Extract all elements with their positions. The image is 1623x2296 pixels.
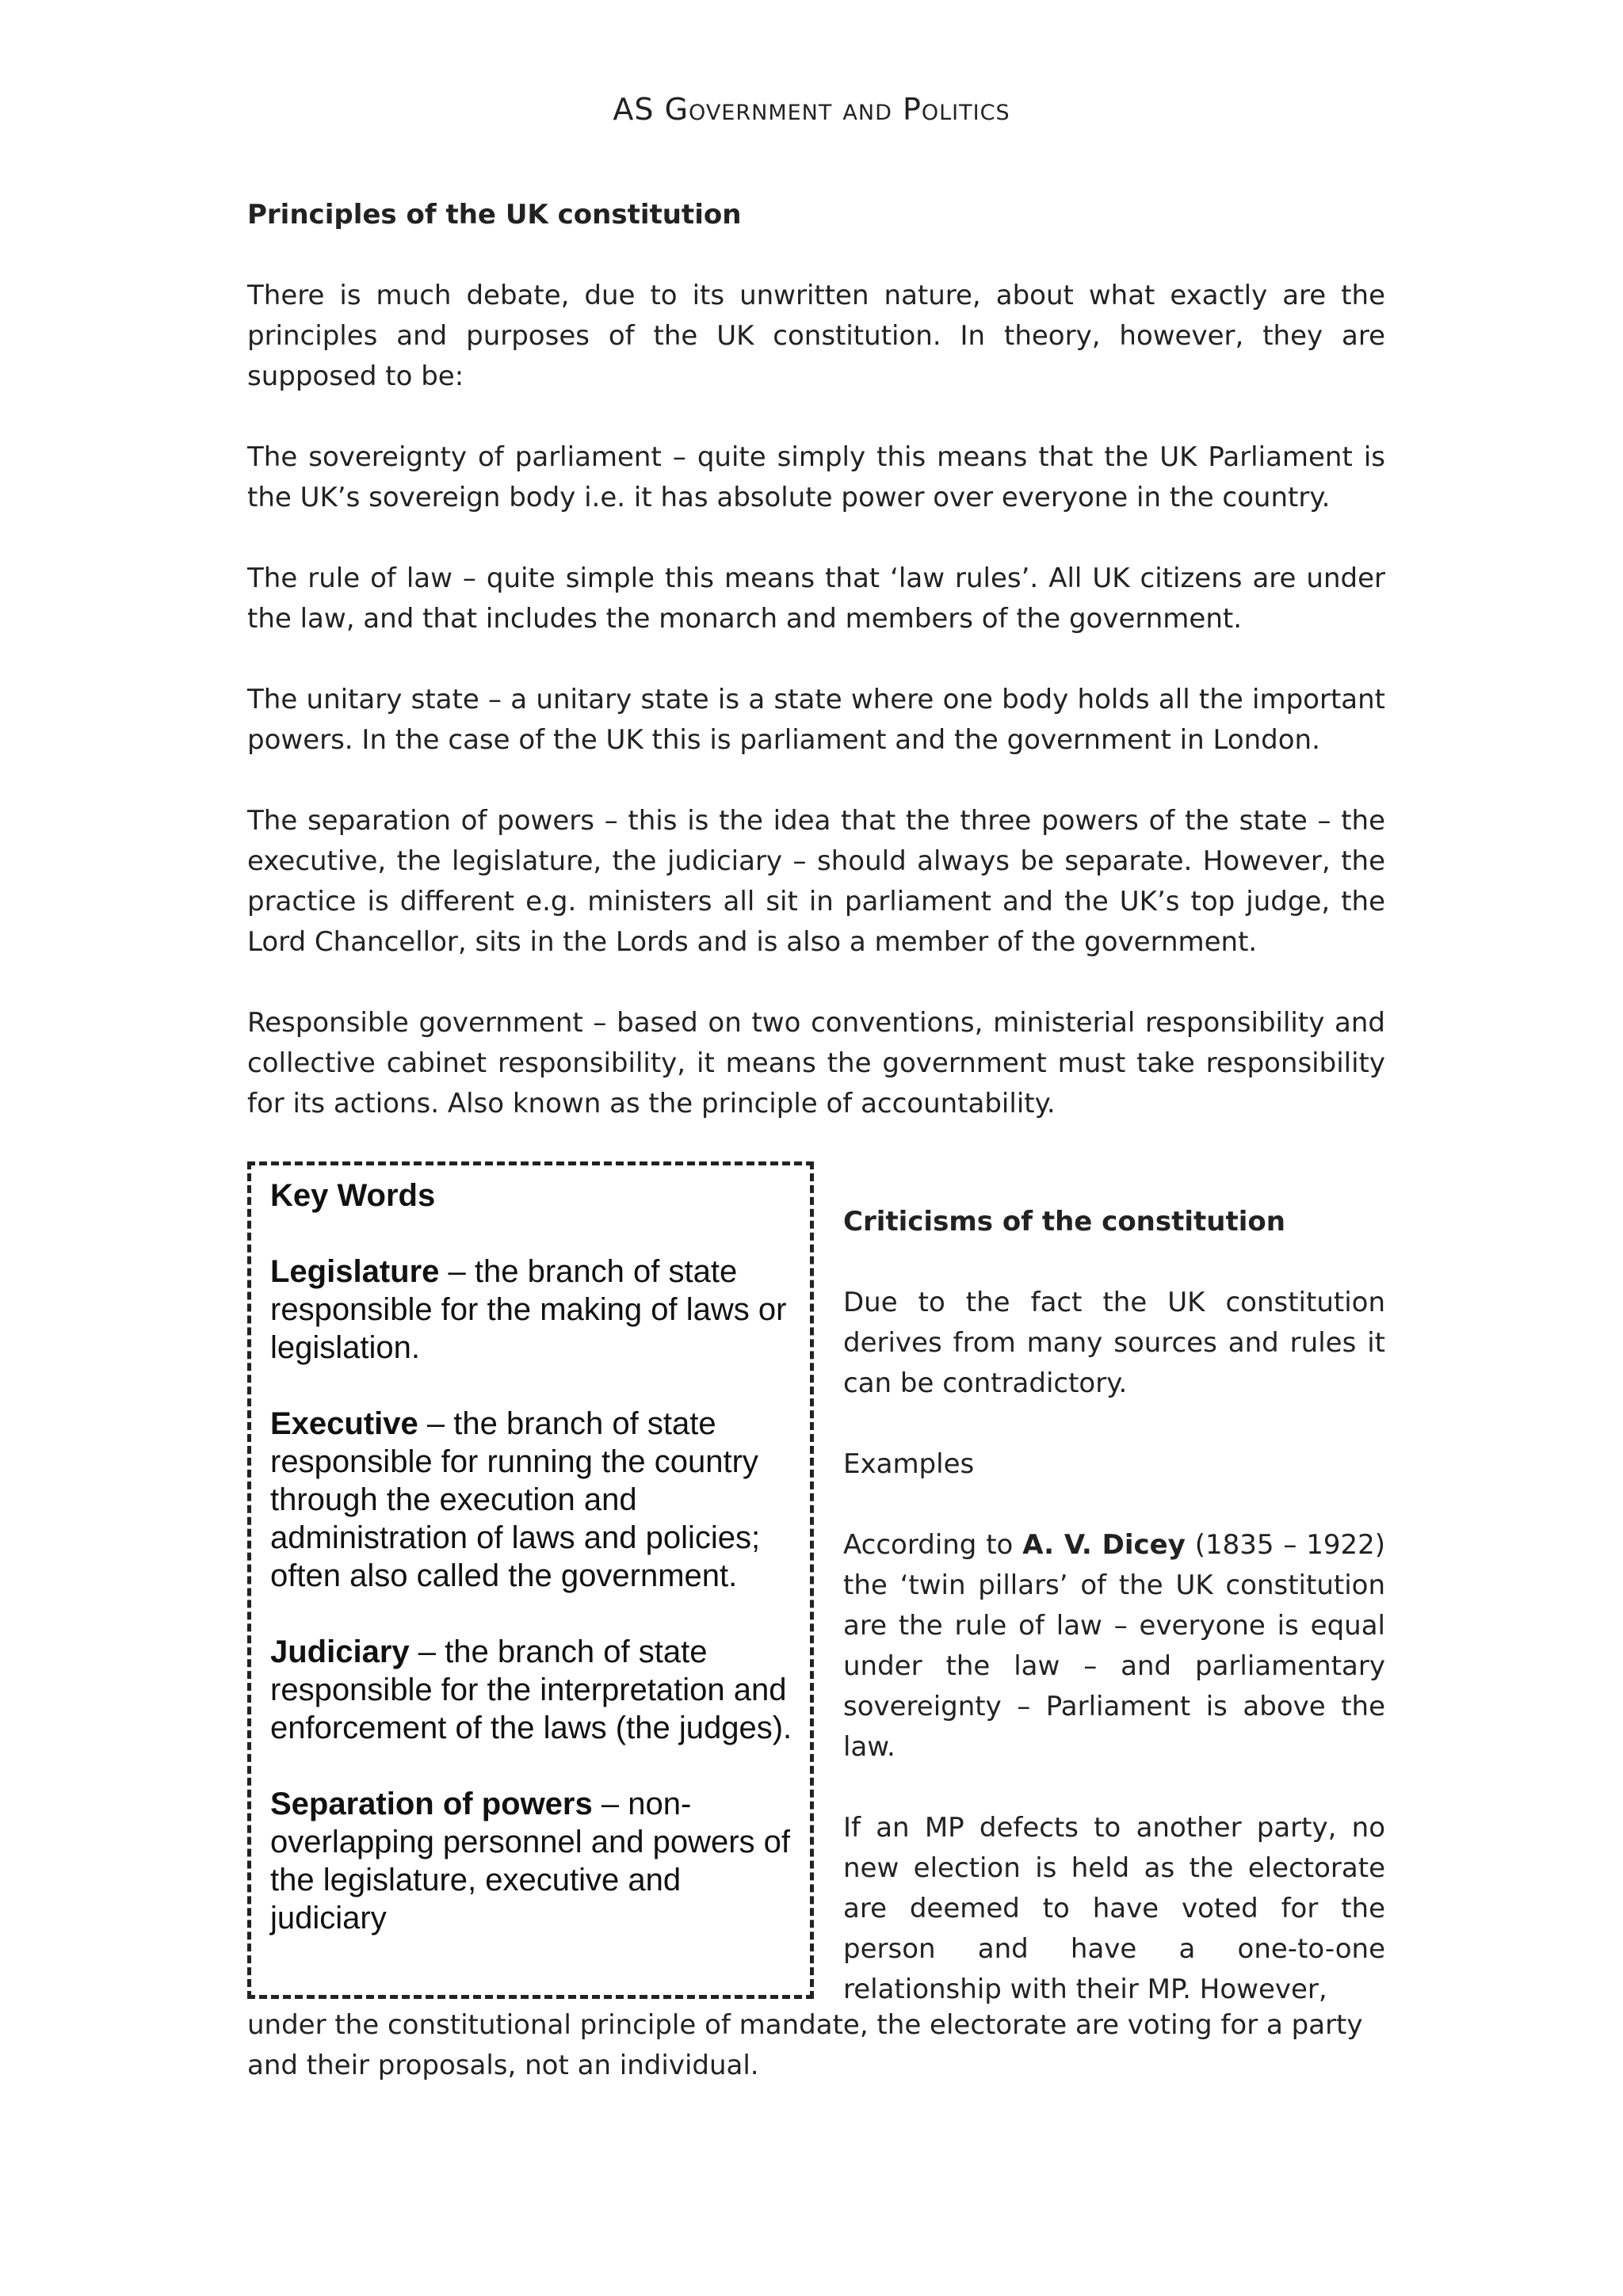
mandate-line-end: and their proposals, not an individual.: [247, 2050, 759, 2081]
key-word-entry: [270, 1405, 793, 1595]
criticisms-column: [843, 1202, 1385, 2010]
examples-label: Examples: [843, 1448, 975, 1480]
principle-separation-of-powers: The separation of powers – this is the idea that the three powers of the state – the executive, the legislature, the judiciary – should always be separate. However, the practice is different e.g. ministers all sit in parliament and the UK’s top judge, the Lord Chancellor, sits in the Lords and is also a member of the government.: [247, 805, 1385, 958]
dicey-text: (1835 – 1922) the ‘twin pillars’ of the UK constitution are the rule of law – everyone is equal under the law – and parliamentary sovereignty – Parliament is above the law.: [843, 1529, 1386, 1763]
dicey-name: A. V. Dicey: [1022, 1529, 1186, 1561]
mandate-line: under the constitutional principle of mandate, the electorate are voting for a party: [247, 2009, 1363, 2041]
key-word-entry: [270, 1785, 793, 1937]
key-word-definition: – non-overlapping personnel and powers of the legislature, executive and judiciary: [270, 1787, 790, 1936]
criticisms-intro: Due to the fact the UK constitution derives from many sources and rules it can be contradictory.: [843, 1287, 1385, 1399]
key-word-entry: [270, 1633, 793, 1747]
key-word-term: Separation of powers: [270, 1787, 593, 1821]
key-word-term: Legislature: [270, 1254, 440, 1289]
page-header: AS Government and Politics: [613, 92, 1010, 127]
key-word-term: Judiciary: [270, 1634, 410, 1669]
dicey-paragraph: [843, 1525, 1385, 1768]
principle-responsible-government: Responsible government – based on two conventions, ministerial responsibility and collective cabinet responsibility, it means the government must take responsibility for its actions. Also known as the principle of accountability.: [247, 1007, 1385, 1119]
criticisms-heading: Criticisms of the constitution: [843, 1206, 1285, 1238]
key-word-entry: [270, 1253, 793, 1367]
key-word-term: Executive: [270, 1406, 418, 1441]
principle-sovereignty: The sovereignty of parliament – quite simply this means that the UK Parliament is the UK’s sovereign body i.e. it has absolute power over everyone in the country.: [247, 441, 1385, 513]
intro-paragraph: There is much debate, due to its unwritten nature, about what exactly are the principles and purposes of the UK constitution. In theory, however, they are supposed to be:: [247, 280, 1385, 392]
key-words-box: [247, 1161, 814, 1999]
mp-defection-continued: [247, 2005, 1385, 2086]
dicey-prefix: According to: [843, 1529, 1023, 1561]
key-word-definition: – the branch of state responsible for the interpretation and enforcement of the laws (the judges).: [270, 1634, 792, 1745]
section-heading: Principles of the UK constitution: [247, 199, 742, 231]
key-word-definition: – the branch of state responsible for the making of laws or legislation.: [270, 1254, 787, 1365]
mp-defection-paragraph: If an MP defects to another party, no new election is held as the electorate are deemed to have voted for the person and have a one-to-one relationship with their MP. However,: [843, 1812, 1385, 2005]
key-words-title: Key Words: [270, 1178, 436, 1213]
principle-unitary-state: The unitary state – a unitary state is a state where one body holds all the important powers. In the case of the UK this is parliament and the government in London.: [247, 684, 1385, 756]
key-word-definition: – the branch of state responsible for running the country through the execution and administration of laws and policies; often also called the government.: [270, 1406, 761, 1593]
principle-rule-of-law: The rule of law – quite simple this means that ‘law rules’. All UK citizens are under the law, and that includes the monarch and members of the government.: [247, 563, 1385, 635]
main-content: [247, 195, 1385, 1165]
